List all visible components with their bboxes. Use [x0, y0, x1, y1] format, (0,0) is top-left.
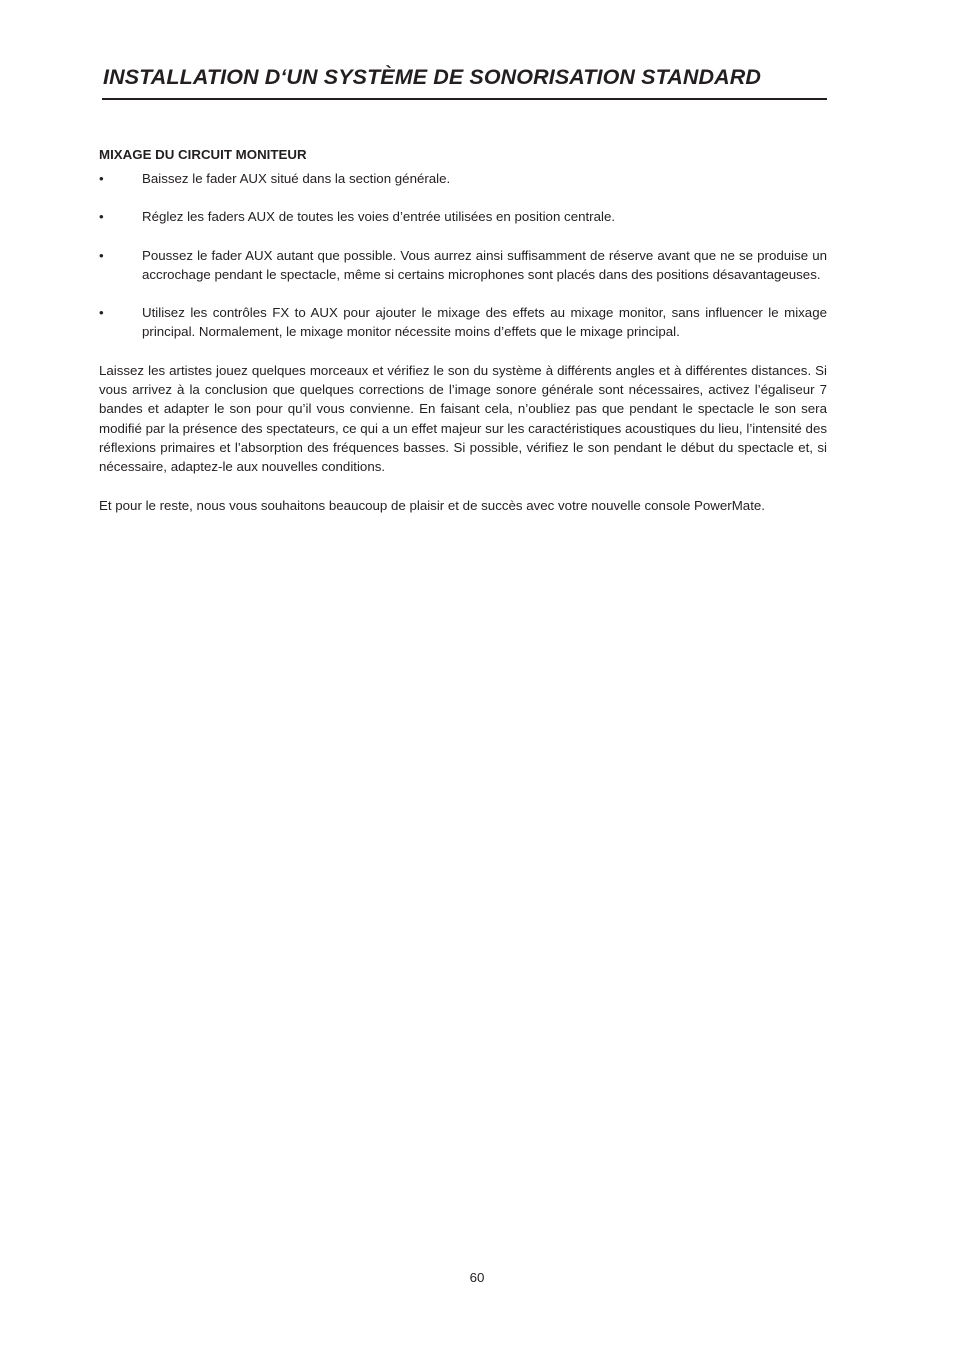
- bullet-icon: •: [99, 305, 104, 321]
- closing-paragraph: Et pour le reste, nous vous souhaitons beaucoup de plaisir et de succès avec votre nouvelle console PowerMate.: [99, 497, 765, 513]
- section-heading: MIXAGE DU CIRCUIT MONITEUR: [99, 147, 307, 162]
- list-item: [99, 207, 827, 226]
- list-item-text: Poussez le fader AUX autant que possible. Vous aurrez ainsi suffisamment de réserve avant que ne se produise un accrochage pendant le spectacle, même si certains microphones sont placés dans des positions désavantageuses.: [142, 247, 827, 282]
- page-number: 60: [469, 1270, 485, 1285]
- title-underline: [102, 98, 827, 100]
- bullet-icon: •: [99, 171, 104, 186]
- body-paragraph: Laissez les artistes jouez quelques morceaux et vérifiez le son du système à différents angles et à différentes distances. Si vous arrivez à la conclusion que quelques corrections de l’image sonore générale sont nécessaires, activez l’égaliseur 7 bandes et adapter le son pour qu’il vous convienne. En faisant cela, n’oubliez pas que pendant le spectacle le son sera modifié par la présence des spectateurs, ce qui a un effet majeur sur les caractéristiques acoustiques du lieu, l’intensité des réflexions primaires et l’absorption des fréquences basses. Si possible, vérifiez le son pendant le début du spectacle et, si nécessaire, adaptez-le aux nouvelles conditions.: [99, 362, 827, 475]
- list-item-text: Baissez le fader AUX situé dans la section générale.: [142, 171, 451, 186]
- bullet-icon: •: [99, 209, 104, 225]
- list-item: [99, 303, 827, 342]
- bullet-list: [99, 169, 827, 342]
- list-item-text: Réglez les faders AUX de toutes les voies d’entrée utilisées en position centrale.: [142, 209, 616, 225]
- page-title: INSTALLATION D‘UN SYSTÈME DE SONORISATION STANDARD: [103, 65, 761, 89]
- page-content: [99, 145, 827, 534]
- list-item: [99, 246, 827, 285]
- bullet-icon: •: [99, 247, 104, 263]
- list-item: [99, 169, 827, 188]
- list-item-text: Utilisez les contrôles FX to AUX pour ajouter le mixage des effets au mixage monitor, sans influencer le mixage principal. Normalement, le mixage monitor nécessite moins d’effets que le mixage principal.: [142, 305, 827, 340]
